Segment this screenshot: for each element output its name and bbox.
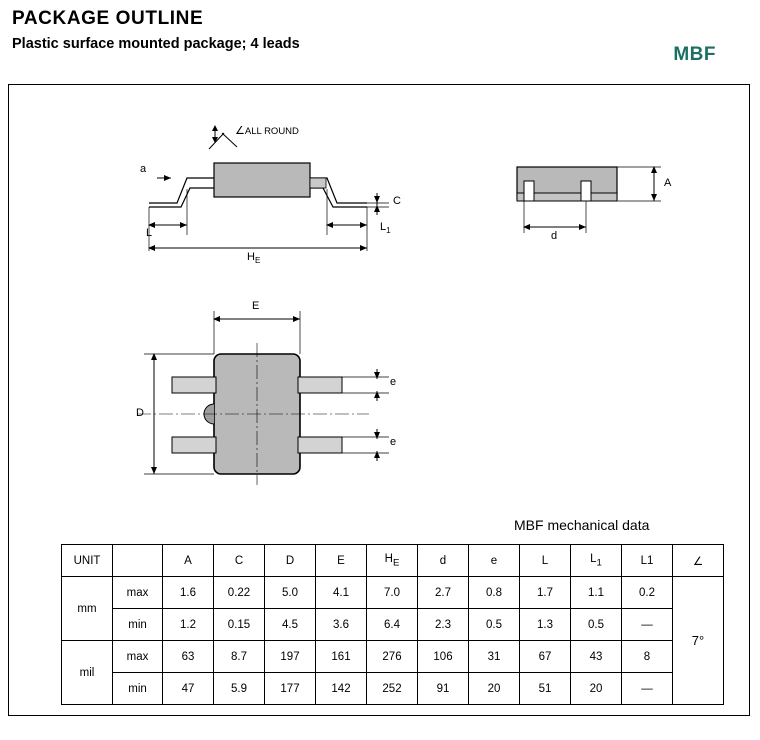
header-D: D	[265, 545, 316, 577]
cell-value: 6.4	[367, 609, 418, 641]
cell-value: 161	[316, 641, 367, 673]
cell-value: 1.3	[520, 609, 571, 641]
cell-value: 67	[520, 641, 571, 673]
header-A: A	[163, 545, 214, 577]
cell-value: 2.3	[418, 609, 469, 641]
cell-value: 0.5	[571, 609, 622, 641]
label-a: a	[140, 163, 147, 175]
label-a-height: A	[664, 177, 672, 189]
header-C: C	[214, 545, 265, 577]
cell-value: 20	[469, 673, 520, 705]
cell-value: 1.6	[163, 577, 214, 609]
cell-value: 0.22	[214, 577, 265, 609]
cell-value: 2.7	[418, 577, 469, 609]
table-row	[62, 673, 724, 705]
cell-value: 8	[622, 641, 673, 673]
unit-mm: mm	[62, 577, 113, 641]
cell-value: 5.0	[265, 577, 316, 609]
limit-label: min	[113, 673, 163, 705]
label-c: C	[393, 195, 401, 207]
cell-value: 177	[265, 673, 316, 705]
cell-value: 0.15	[214, 609, 265, 641]
header-e: e	[469, 545, 520, 577]
cell-value: 8.7	[214, 641, 265, 673]
cell-value: 20	[571, 673, 622, 705]
label-d: d	[551, 230, 558, 242]
cell-value: 106	[418, 641, 469, 673]
page-subtitle: Plastic surface mounted package; 4 leads	[12, 36, 300, 52]
cell-value: 276	[367, 641, 418, 673]
cell-value: 0.8	[469, 577, 520, 609]
cell-angle: 7°	[673, 577, 724, 705]
label-all-round: ∠ALL ROUND	[235, 125, 299, 137]
limit-label: max	[113, 641, 163, 673]
cell-value: 51	[520, 673, 571, 705]
page-title: PACKAGE OUTLINE	[12, 8, 204, 29]
label-e-pitch-1: e	[390, 376, 397, 388]
header-E: E	[316, 545, 367, 577]
label-he: $H_E$	[247, 251, 261, 266]
cell-value: 1.1	[571, 577, 622, 609]
cell-value: —	[622, 673, 673, 705]
header-unit: UNIT	[62, 545, 113, 577]
label-d-length: D	[136, 407, 144, 419]
cell-value: 47	[163, 673, 214, 705]
mechanical-data-table	[61, 544, 724, 705]
mech-data-title: MBF mechanical data	[514, 517, 650, 533]
header-L1: $L_1$	[571, 545, 622, 577]
cell-value: 1.2	[163, 609, 214, 641]
label-l1: $L_1$	[380, 221, 391, 236]
label-l: L	[146, 227, 153, 239]
header-a: L1	[622, 545, 673, 577]
table-header-row	[62, 545, 724, 577]
cell-value: 63	[163, 641, 214, 673]
header-blank	[113, 545, 163, 577]
cell-value: 252	[367, 673, 418, 705]
table-row	[62, 641, 724, 673]
cell-value: 1.7	[520, 577, 571, 609]
limit-label: min	[113, 609, 163, 641]
cell-value: 0.2	[622, 577, 673, 609]
cell-value: 3.6	[316, 609, 367, 641]
unit-mil: mil	[62, 641, 113, 705]
label-e-pitch-2: e	[390, 436, 397, 448]
limit-label: max	[113, 577, 163, 609]
table-row	[62, 577, 724, 609]
label-e-width: E	[252, 300, 260, 312]
cell-value: 91	[418, 673, 469, 705]
cell-value: 142	[316, 673, 367, 705]
drawing-frame	[8, 84, 750, 716]
header-L: L	[520, 545, 571, 577]
cell-value: 5.9	[214, 673, 265, 705]
cell-value: 43	[571, 641, 622, 673]
table-row	[62, 609, 724, 641]
cell-value: 197	[265, 641, 316, 673]
header-angle: ∠	[673, 545, 724, 577]
header-HE: $H_E$	[367, 545, 418, 577]
cell-value: 0.5	[469, 609, 520, 641]
package-code: MBF	[673, 44, 716, 65]
header-d: d	[418, 545, 469, 577]
cell-value: 4.5	[265, 609, 316, 641]
cell-value: 4.1	[316, 577, 367, 609]
cell-value: 31	[469, 641, 520, 673]
cell-value: —	[622, 609, 673, 641]
cell-value: 7.0	[367, 577, 418, 609]
